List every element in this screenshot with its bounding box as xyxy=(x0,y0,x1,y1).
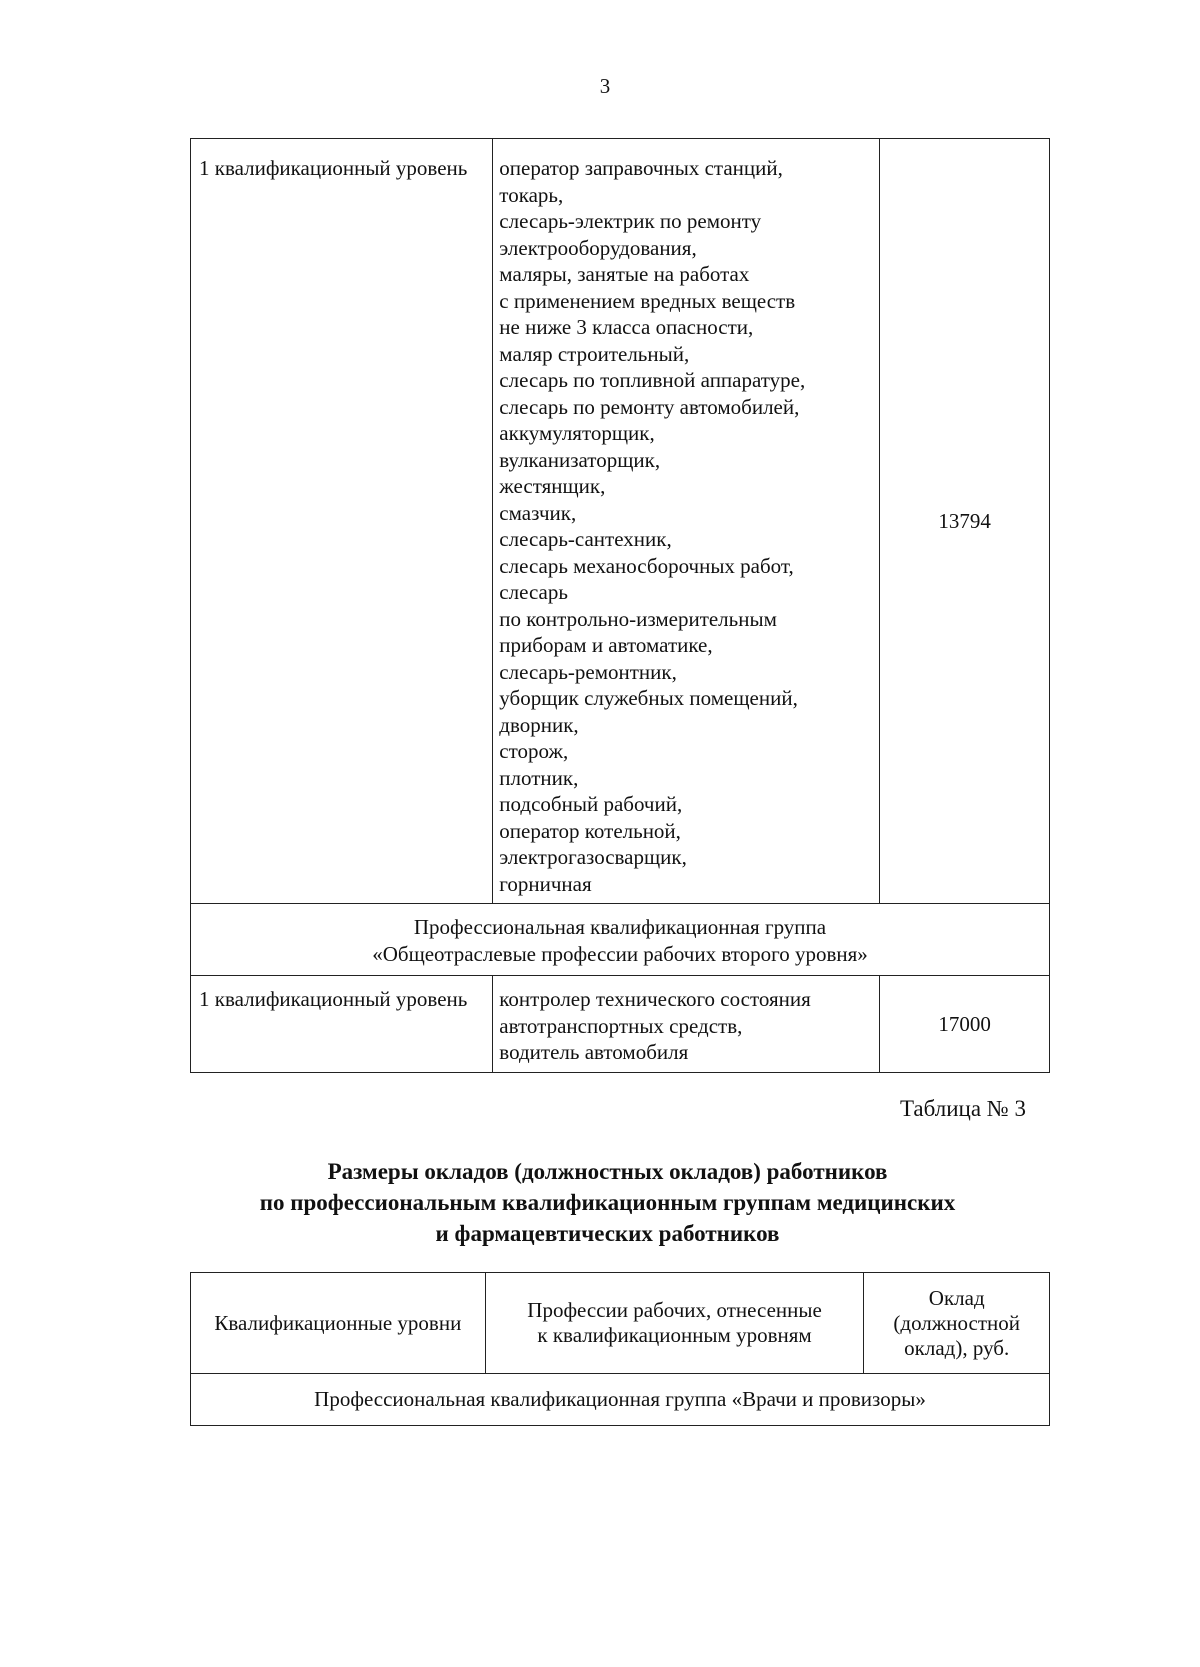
table-row xyxy=(191,139,1050,904)
profession-item: слесарь механосборочных работ, xyxy=(499,553,794,578)
profession-item: оператор заправочных станций, xyxy=(499,156,783,180)
profession-item: сторож, xyxy=(499,739,569,763)
profession-item: горничная xyxy=(499,871,592,896)
profession-item: уборщик служебных помещений, xyxy=(499,686,798,710)
profession-item: с применением вредных веществ xyxy=(499,288,796,313)
header-salary xyxy=(864,1273,1050,1374)
group-row xyxy=(191,904,1050,976)
profession-item: приборам и автоматике, xyxy=(499,633,713,657)
profession-item: автотранспортных средств, xyxy=(499,1013,743,1038)
header-line: к квалификационным уровням xyxy=(537,1323,812,1347)
table-number-label: Таблица № 3 xyxy=(899,1096,1026,1121)
group-heading-line: Профессиональная квалификационная группа xyxy=(413,915,827,939)
profession-item: плотник, xyxy=(499,765,579,790)
qualification-group-heading: Профессиональная квалификационная группа «Врачи и провизоры» xyxy=(191,1374,1050,1426)
profession-item: слесарь-ремонтник, xyxy=(499,659,677,684)
header-row xyxy=(191,1273,1050,1374)
profession-item: токарь, xyxy=(499,182,564,207)
profession-item: жестянщик, xyxy=(499,474,606,498)
profession-item: слесарь xyxy=(499,580,568,604)
header-line: Оклад xyxy=(928,1285,985,1310)
profession-item: оператор котельной, xyxy=(499,818,681,843)
medical-salary-table xyxy=(190,1272,1050,1426)
profession-item: электрогазосварщик, xyxy=(499,845,687,869)
header-line: Профессии рабочих, отнесенные xyxy=(527,1298,822,1322)
profession-item: водитель автомобиля xyxy=(499,1040,689,1064)
title-line: по профессиональным квалификационным группам медицинских xyxy=(259,1190,956,1215)
header-line: (должностной xyxy=(893,1310,1021,1335)
profession-item: вулканизаторщик, xyxy=(499,447,661,472)
salary-cell: 13794 xyxy=(880,139,1050,904)
profession-item: по контрольно-измерительным xyxy=(499,606,777,631)
profession-item: слесарь-электрик по ремонту xyxy=(499,209,762,233)
profession-item: маляры, занятые на работах xyxy=(499,262,750,286)
header-qualification-levels: Квалификационные уровни xyxy=(191,1273,486,1374)
profession-item: маляр строительный, xyxy=(499,341,690,366)
profession-item: не ниже 3 класса опасности, xyxy=(499,315,754,339)
qualification-level-cell: 1 квалификационный уровень xyxy=(191,976,493,1073)
table-row xyxy=(191,976,1050,1073)
header-professions xyxy=(485,1273,864,1374)
group-heading-line: «Общеотраслевые профессии рабочих второго уровня» xyxy=(372,941,868,966)
profession-item: дворник, xyxy=(499,712,579,737)
salary-cell: 17000 xyxy=(880,976,1050,1073)
professions-cell xyxy=(493,976,880,1073)
group-row xyxy=(191,1374,1050,1426)
profession-item: контролер технического состояния xyxy=(499,987,811,1011)
profession-item: электрооборудования, xyxy=(499,235,697,260)
salary-table-continued xyxy=(190,138,1050,1073)
profession-item: аккумуляторщик, xyxy=(499,421,655,445)
title-line: и фармацевтических работников xyxy=(435,1221,780,1246)
section-title xyxy=(0,1156,1200,1249)
qualification-group-heading xyxy=(191,904,1050,976)
profession-item: слесарь по топливной аппаратуре, xyxy=(499,368,806,392)
title-line: Размеры окладов (должностных окладов) работников xyxy=(327,1159,888,1184)
profession-item: подсобный рабочий, xyxy=(499,792,683,816)
profession-item: слесарь-сантехник, xyxy=(499,527,672,551)
professions-cell xyxy=(493,139,880,904)
qualification-level-cell: 1 квалификационный уровень xyxy=(191,139,493,904)
page-number: 3 xyxy=(599,74,611,98)
profession-item: слесарь по ремонту автомобилей, xyxy=(499,394,800,419)
profession-item: смазчик, xyxy=(499,500,577,525)
header-line: оклад), руб. xyxy=(904,1335,1010,1360)
